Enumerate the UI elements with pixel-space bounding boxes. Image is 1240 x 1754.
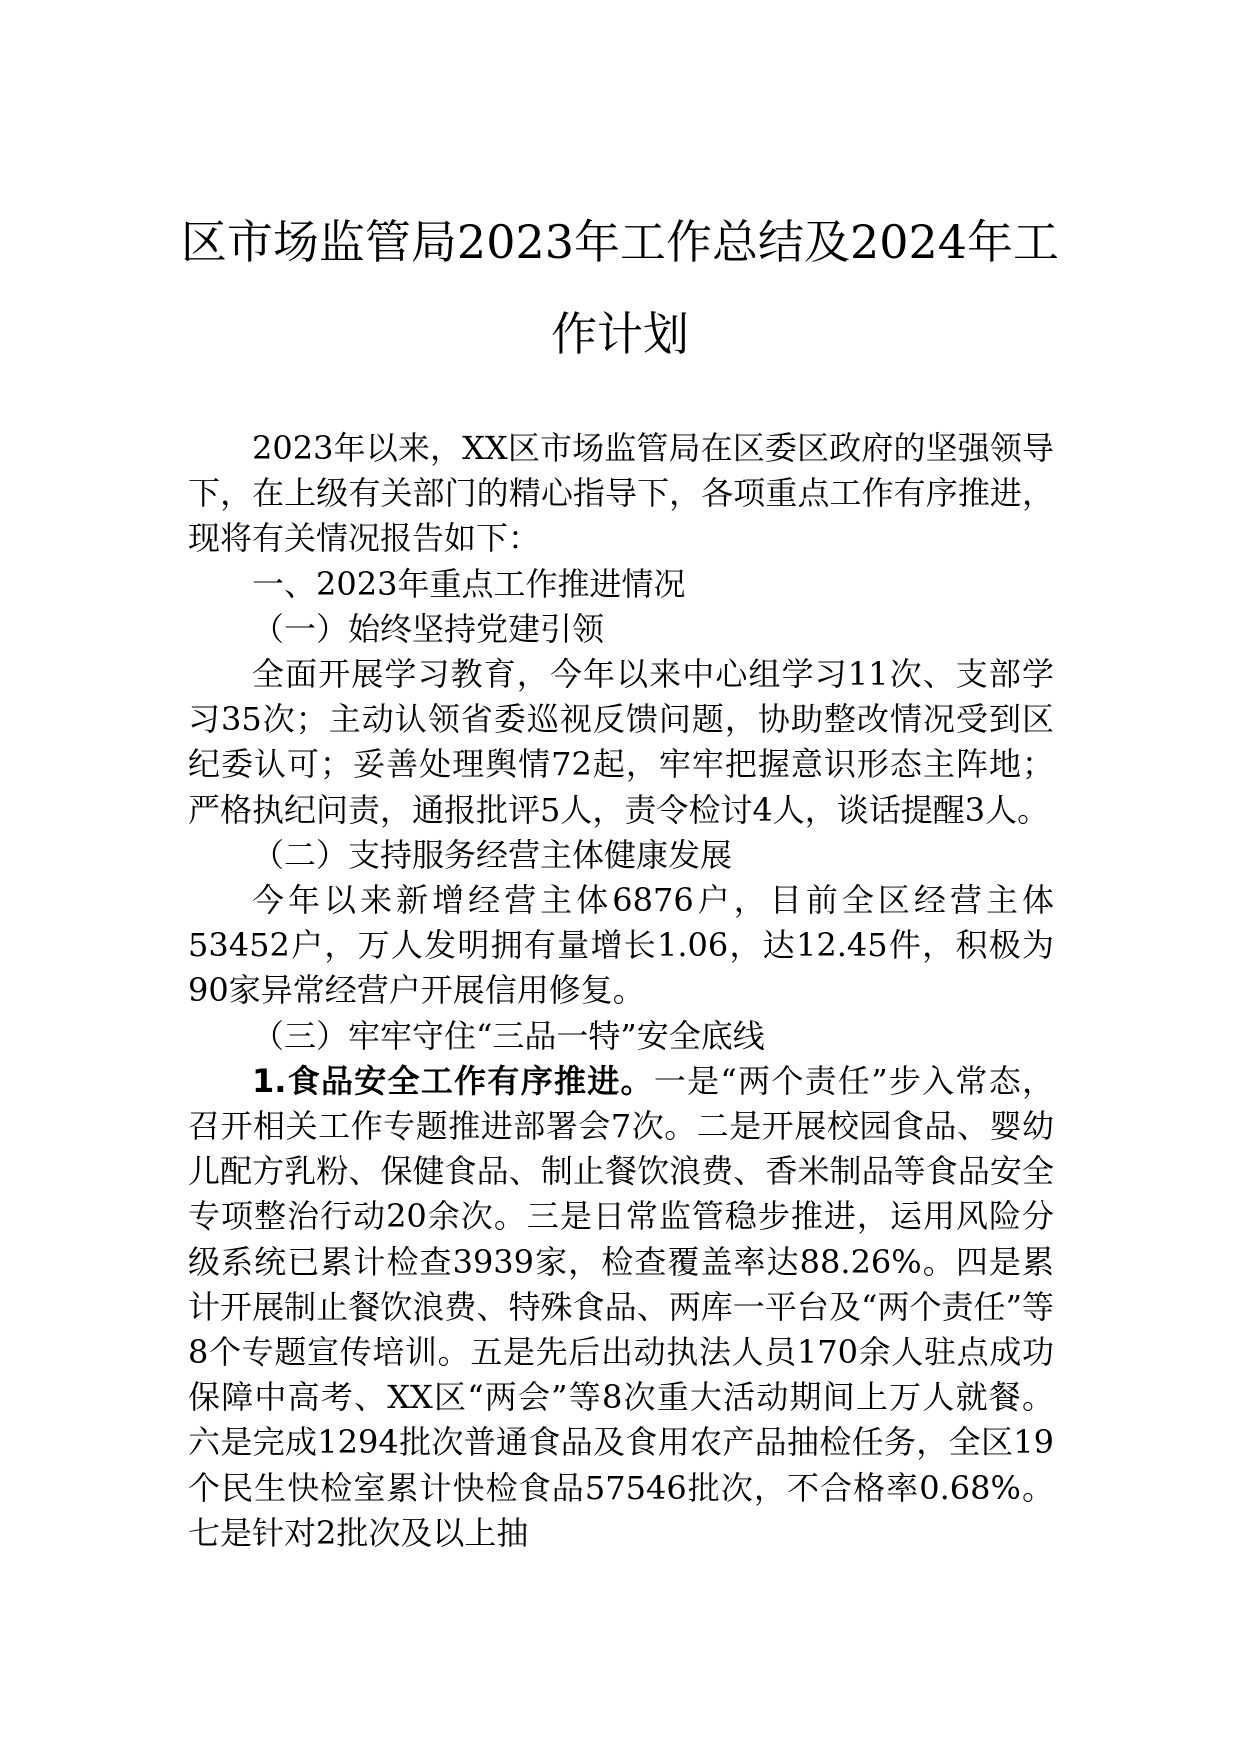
document-title: 区市场监管局2023年工作总结及2024年工作计划 xyxy=(180,215,1060,361)
item-1-lead: 1.食品安全工作有序推进。 xyxy=(252,1061,654,1100)
subsection-heading-2: （二）支持服务经营主体健康发展 xyxy=(252,835,733,874)
subsection-1-paragraph: 全面开展学习教育，今年以来中心组学习11次、支部学习35次；主动认领省委巡视反馈问题，协助整改情况受到区纪委认可；妥善处理舆情72起，牢牢把握意识形态主阵地；严格执纪问责，通报批评5人，责令检讨4人，谈话提醒3人。 xyxy=(188,655,1054,829)
intro-paragraph: 2023年以来，XX区市场监管局在区委区政府的坚强领导下，在上级有关部门的精心指导下，各项重点工作有序推进，现将有关情况报告如下： xyxy=(188,429,1054,558)
section-heading-1: 一、2023年重点工作推进情况 xyxy=(252,564,686,603)
subsection-2-paragraph: 今年以来新增经营主体6876户，目前全区经营主体53452户，万人发明拥有量增长1.06，达12.45件，积极为90家异常经营户开展信用修复。 xyxy=(188,881,1054,1010)
item-1-paragraph xyxy=(188,1059,1054,1556)
subsection-heading-3: （三）牢牢守住“三品一特”安全底线 xyxy=(252,1016,765,1055)
document-body xyxy=(188,426,1054,1556)
subsection-heading-1: （一）始终坚持党建引领 xyxy=(252,609,605,648)
item-1-body: 一是“两个责任”步入常态，召开相关工作专题推进部署会7次。二是开展校园食品、婴幼儿配方乳粉、保健食品、制止餐饮浪费、香米制品等食品安全专项整治行动20余次。三是日常监管稳步推进，运用风险分级系统已累计检查3939家，检查覆盖率达88.26%。四是累计开展制止餐饮浪费、特殊食品、两库一平台及“两个责任”等8个专题宣传培训。五是先后出动执法人员170余人驻点成功保障中高考、XX区“两会”等8次重大活动期间上万人就餐。六是完成1294批次普通食品及食用农产品抽检任务，全区19个民生快检室累计快检食品57546批次，不合格率0.68%。七是针对2批次及以上抽 xyxy=(188,1061,1054,1552)
